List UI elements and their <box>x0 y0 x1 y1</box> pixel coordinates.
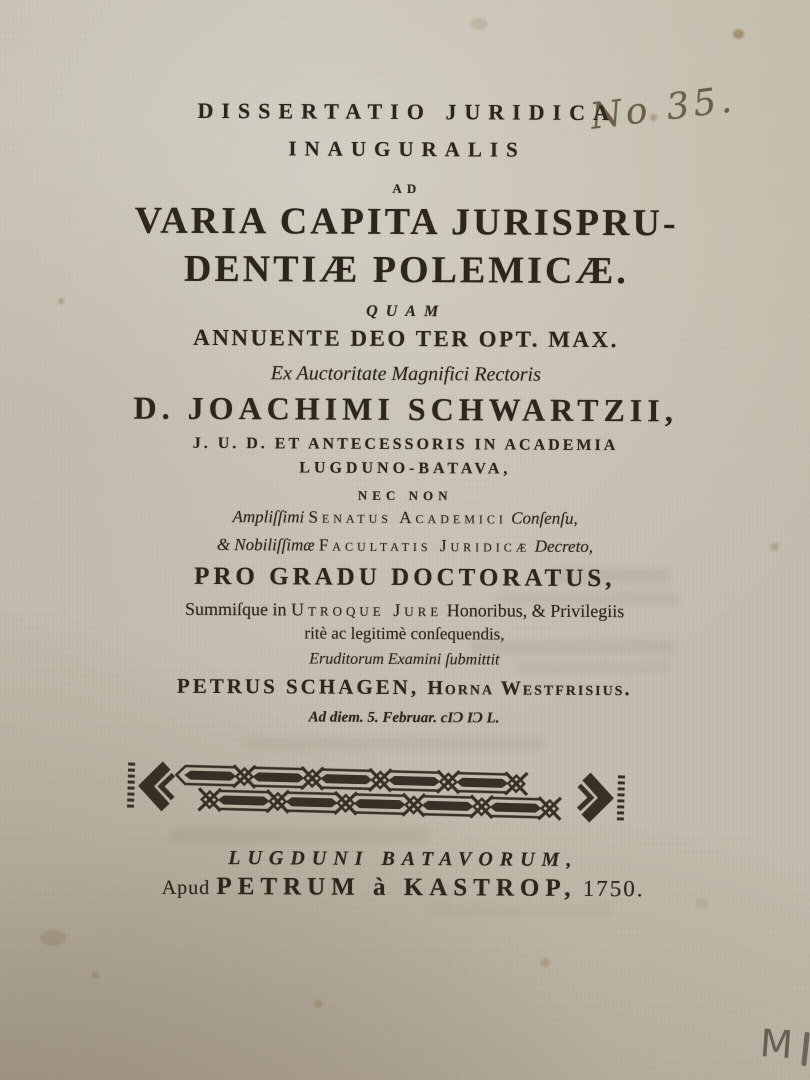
pro-gradu-line: PRO GRADU DOCTORATUS, <box>194 562 616 593</box>
facultatis-suffix: Decreto, <box>534 536 594 556</box>
summisque-line <box>80 599 730 621</box>
rector-title-line2: LUGDUNO-BATAVA, <box>299 459 512 478</box>
rector-title-line1: J. U. D. ET ANTECESSORIS IN ACADEMIA <box>192 434 619 455</box>
annuente-line: ANNUENTE DEO TER OPT. MAX. <box>193 324 620 353</box>
facultatis-decreto-line <box>80 535 730 556</box>
senatus-prefix: Ampliſſimi <box>232 507 305 527</box>
eruditorum-line: Eruditorum Examini ſubmittit <box>309 650 500 669</box>
series-title-line2: INAUGURALIS <box>288 136 526 162</box>
senatus-consensus-line <box>80 507 730 528</box>
nec-non-line: NEC NON <box>357 487 453 504</box>
imprint-place: LUGDUNI BATAVORUM, <box>228 847 579 871</box>
defense-date-line: Ad diem. 5. Februar. cIƆ IƆ L. <box>308 709 500 727</box>
handwritten-number: No 35. <box>588 79 738 138</box>
rector-name: D. JOACHIMI SCHWARTZII, <box>133 389 678 429</box>
summisque-prefix: Summiſque in <box>184 598 287 620</box>
senatus-suffix: Conſenſu, <box>511 508 578 528</box>
imprint-publisher: PETRUM à KASTROP, <box>216 873 577 902</box>
series-title-line1: DISSERTATIO JURIDICA <box>197 97 618 126</box>
facultatis-caps: Facultatis Juridicæ <box>318 535 531 556</box>
pencil-mark-partial-letter <box>801 1032 810 1066</box>
imprint-publisher-line <box>78 873 728 903</box>
main-title-line1: VARIA CAPITA JURISPRU- <box>134 199 679 245</box>
pencil-mark: M <box>758 1020 795 1068</box>
foxing-spot <box>58 298 64 304</box>
summisque-suffix: Honoribus, & Privilegiis <box>446 600 625 622</box>
letterpress-text-column <box>77 0 733 1080</box>
candidate-line <box>79 674 729 700</box>
facultatis-prefix: & Nobiliſſimæ <box>216 535 315 555</box>
candidate-name: PETRUS SCHAGEN, <box>176 673 420 700</box>
rite-line: ritè ac legitimè conſequendis, <box>304 623 505 644</box>
ex-auctoritate-line: Ex Auctoritate Magnifici Rectoris <box>270 362 541 386</box>
foxing-spot <box>733 29 744 39</box>
imprint-year: 1750. <box>582 875 645 902</box>
connector-ad: AD <box>392 180 422 197</box>
foxing-spot <box>40 930 66 946</box>
imprint-apud: Apud <box>161 876 211 899</box>
quam-line: QUAM <box>366 302 447 321</box>
senatus-caps: Senatus Academici <box>308 507 507 528</box>
main-title-line2: DENTIÆ POLEMICÆ. <box>183 247 629 293</box>
foxing-spot <box>770 543 779 551</box>
summisque-caps: Utroque Jure <box>290 599 443 621</box>
candidate-origin: Horna Westfrisius. <box>427 677 632 701</box>
